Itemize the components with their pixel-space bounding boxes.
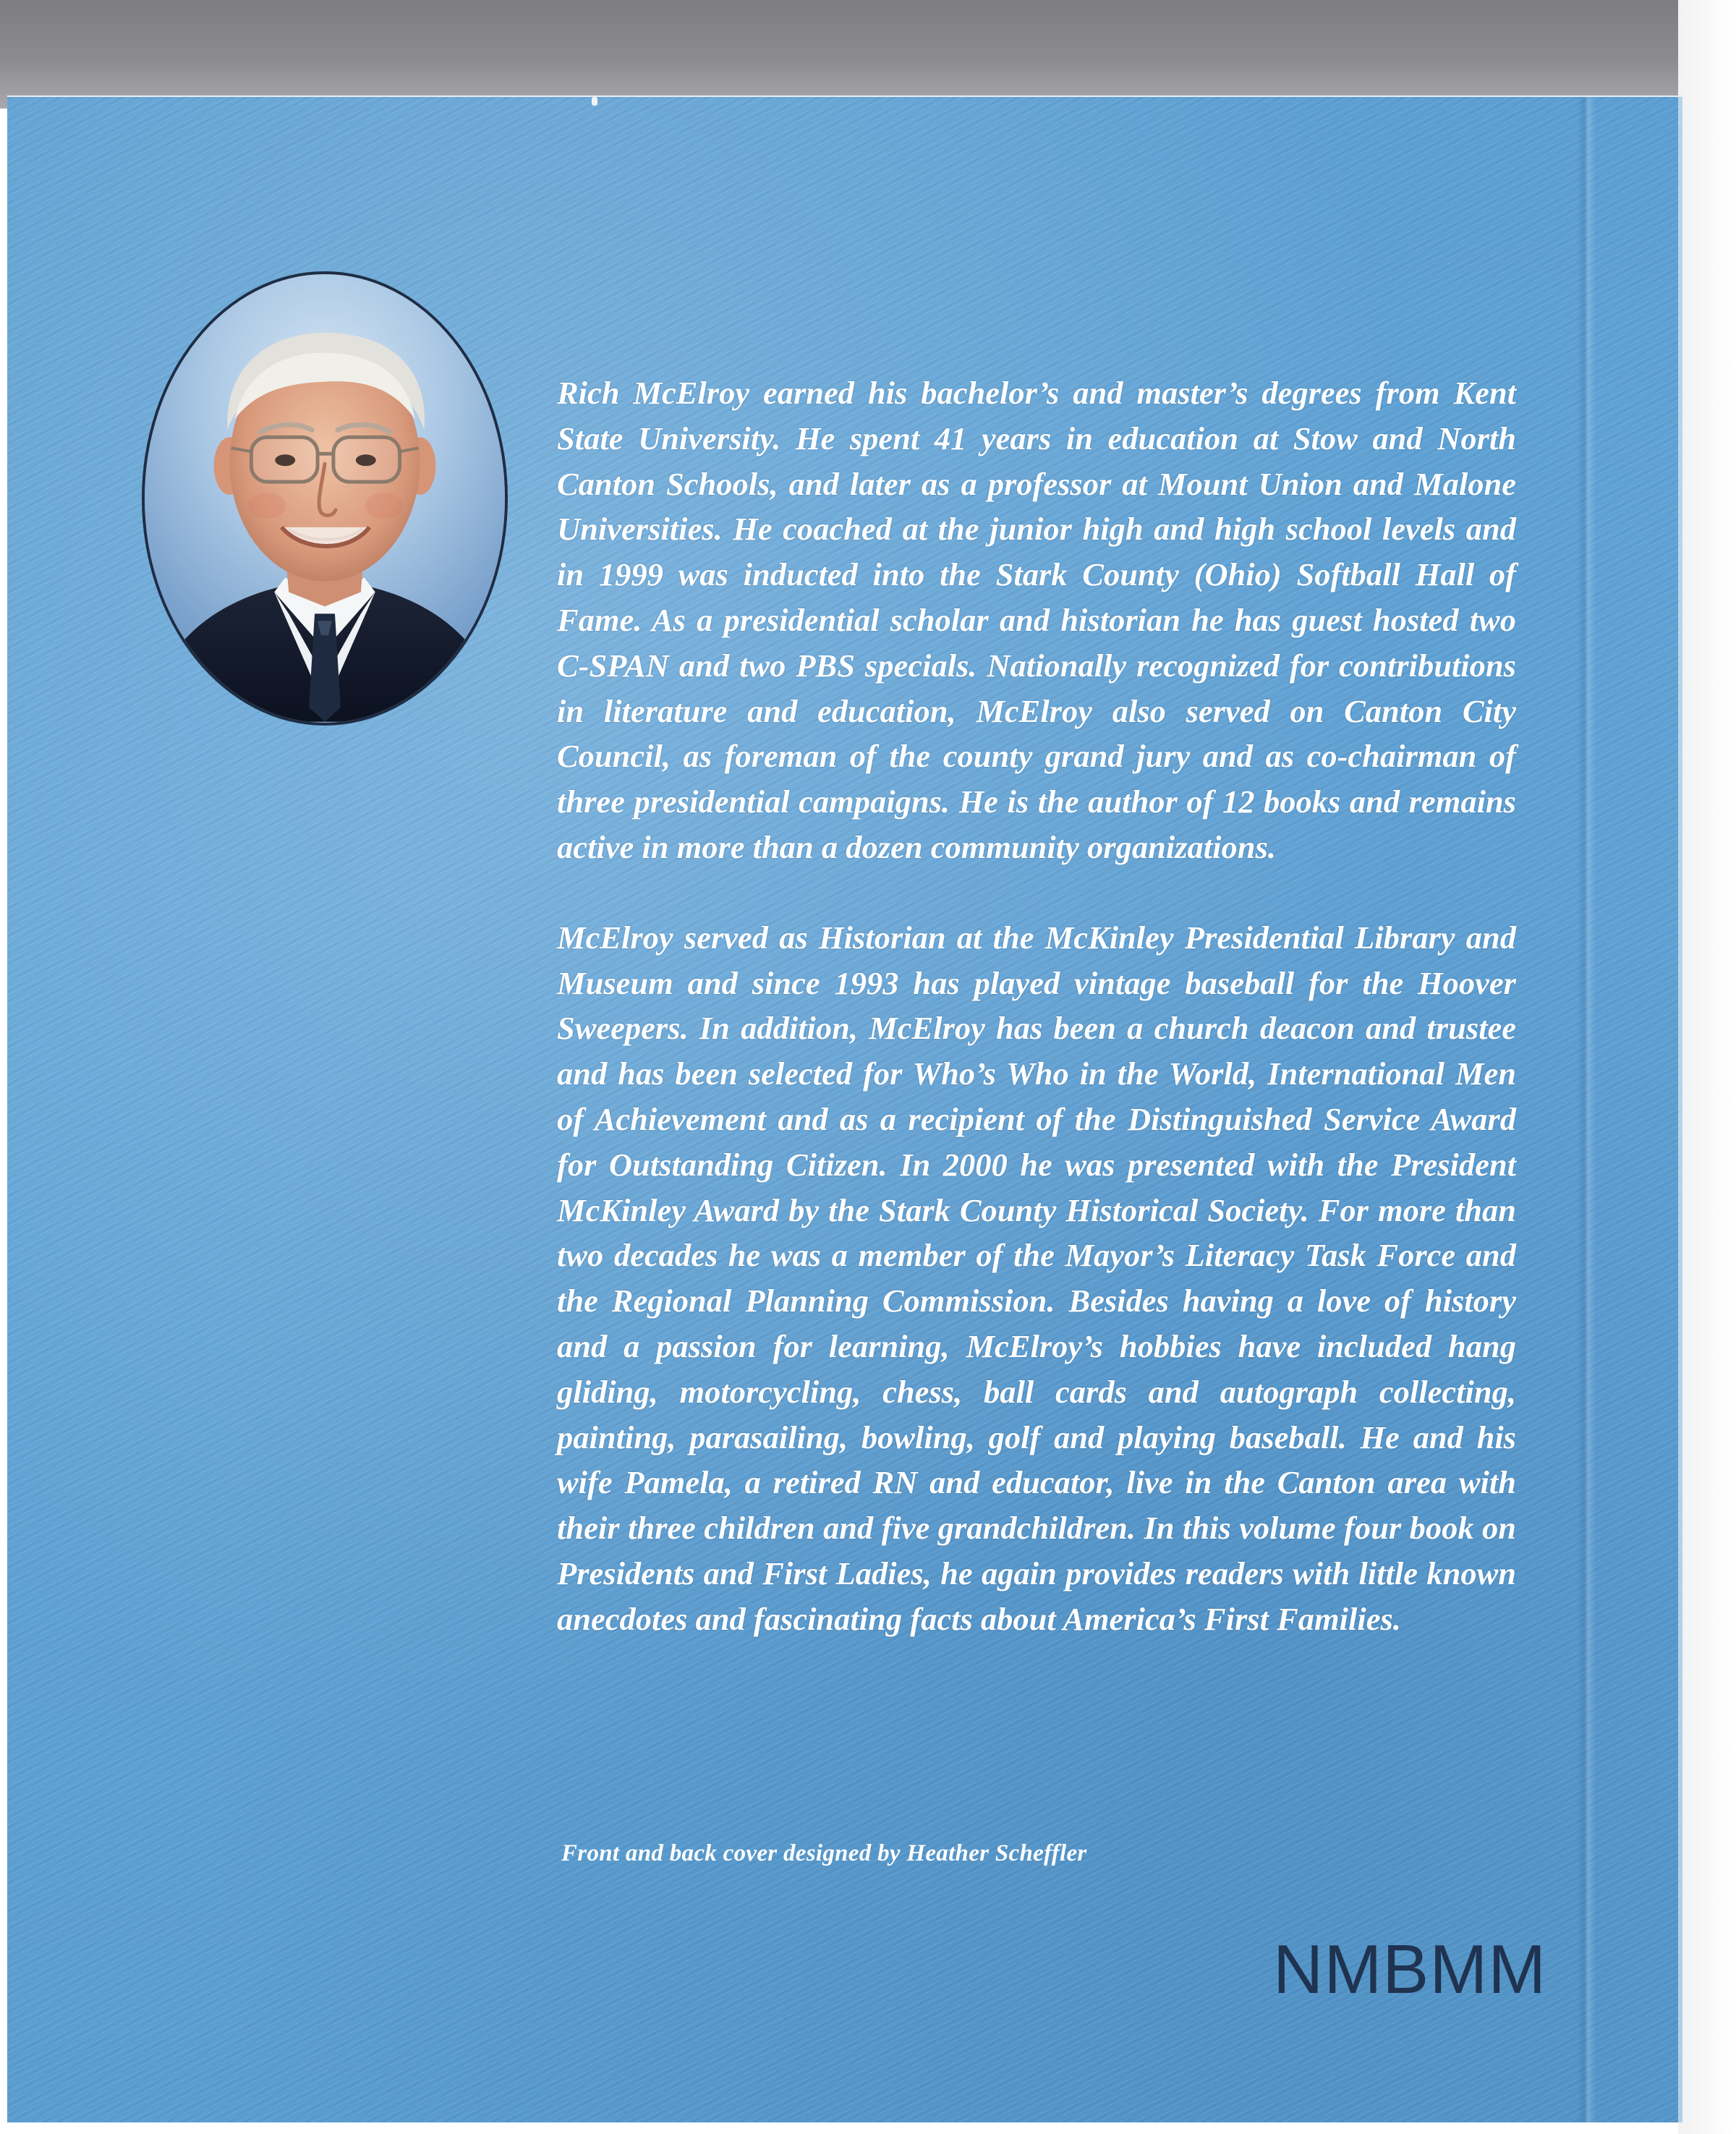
author-biography [557, 370, 1516, 1642]
author-portrait [142, 271, 508, 726]
cover-design-credit: Front and back cover designed by Heather Scheffler [561, 1840, 1087, 1866]
bio-paragraph-2: McElroy served as Historian at the McKinley Presidential Library and Museum and since 1993 has played vintage baseball for the Hoover Sweepers. In addition, McElroy has been a church deacon and trustee and has been selected for Who’s Who in the World, International Men of Achievement and as a recipient of the Distinguished Service Award for Outstanding Citizen. In 2000 he was presented with the President McKinley Award by the Stark County Historical Society. For more than two decades he was a member of the Mayor’s Literacy Task Force and the Regional Planning Commission. Besides having a love of history and a passion for learning, McElroy’s hobbies have included hang gliding, motorcycling, chess, ball cards and autograph collecting, painting, parasailing, bowling, golf and playing baseball. He and his wife Pamela, a retired RN and educator, live in the Canton area with their three children and five grandchildren. In this volume four book on Presidents and First Ladies, he again provides readers with little known anecdotes and fascinating facts about America’s First Families. [557, 919, 1516, 1637]
scanner-background [0, 0, 1736, 109]
bio-paragraph-1: Rich McElroy earned his bachelor’s and master’s degrees from Kent State University. He spent 41 years in education at Stow and North Canton Schools, and later as a professor at Mount Union and Malone Universities. He coached at the junior high and high school levels and in 1999 was inducted into the Stark County (Ohio) Softball Hall of Fame. As a presidential scholar and historian he has guest hosted two C-SPAN and two PBS specials. Nationally recognized for contributions in literature and education, McElroy also served on Canton City Council, as foreman of the county grand jury and as co-chairman of three presidential campaigns. He is the author of 12 books and remains active in more than a dozen community organizations. [557, 375, 1516, 865]
spine-crease [1577, 97, 1596, 2122]
cover-scuff-mark [592, 97, 597, 106]
watermark-text: NMBMM [1273, 1931, 1547, 2008]
author-photo-illustration [145, 274, 505, 723]
page-margin [1678, 0, 1736, 2134]
spine-edge [1678, 97, 1682, 2122]
